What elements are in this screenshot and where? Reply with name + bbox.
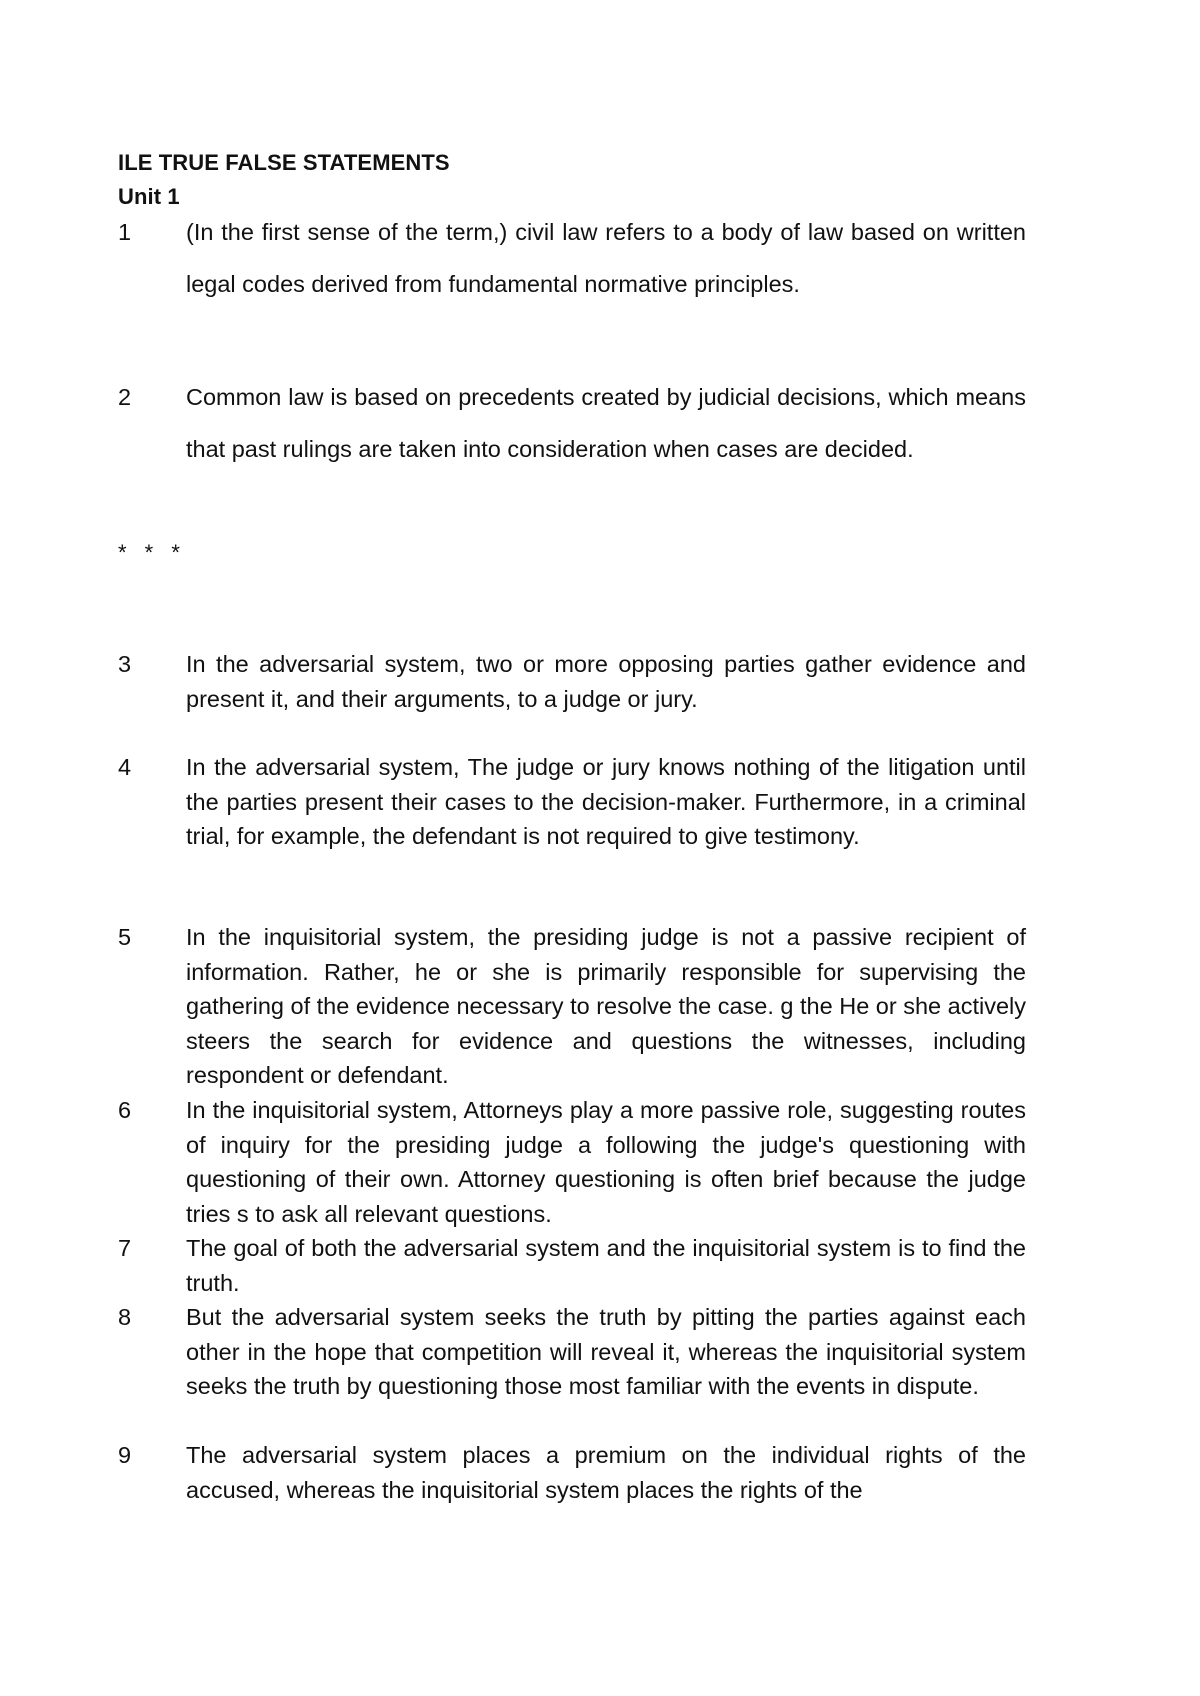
statement-number: 9 xyxy=(118,1442,132,1468)
statement-text: The adversarial system places a premium on the individual rights of the accused, whereas the inquisitorial system places the rights of the xyxy=(186,1442,1026,1503)
statement-item xyxy=(118,206,1026,310)
statement-text: The goal of both the adversarial system and the inquisitorial system is to find the truth. xyxy=(186,1235,1026,1296)
statement-text: (In the first sense of the term,) civil law refers to a body of law based on written legal codes derived from fundamental normative principles. xyxy=(186,219,1026,297)
statement-text: In the adversarial system, The judge or jury knows nothing of the litigation until the parties present their cases to the decision-maker. Furthermore, in a criminal trial, for example, the defendant is not required to give testimony. xyxy=(186,754,1026,849)
statement-item xyxy=(118,1300,1026,1404)
statement-item xyxy=(118,1231,1026,1300)
statement-number: 8 xyxy=(118,1304,132,1330)
statement-item xyxy=(118,371,1026,475)
statement-text: Common law is based on precedents created by judicial decisions, which means that past rulings are taken into consideration when cases are decided. xyxy=(186,384,1026,462)
unit-heading: Unit 1 xyxy=(118,184,180,209)
statement-text: In the adversarial system, two or more opposing parties gather evidence and present it, and their arguments, to a judge or jury. xyxy=(186,651,1026,712)
statement-number: 3 xyxy=(118,651,132,677)
statement-item xyxy=(118,647,1026,716)
statement-number: 2 xyxy=(118,384,132,410)
statement-number: 7 xyxy=(118,1235,132,1261)
statement-item xyxy=(118,750,1026,854)
section-separator: * * * xyxy=(118,540,186,565)
statement-number: 1 xyxy=(118,219,132,245)
statement-text: In the inquisitorial system, the presiding judge is not a passive recipient of information. Rather, he or she is primarily responsible for supervising the gathering of the evidence necessary to resolve the case. g the He or she actively steers the search for evidence and questions the witnesses, including respondent or defendant. xyxy=(186,924,1026,1088)
statement-text: In the inquisitorial system, Attorneys play a more passive role, suggesting routes of inquiry for the presiding judge a following the judge's questioning with questioning of their own. Attorney questioning is often brief because the judge tries s to ask all relevant questions. xyxy=(186,1097,1026,1227)
statement-text: But the adversarial system seeks the truth by pitting the parties against each other in the hope that competition will reveal it, whereas the inquisitorial system seeks the truth by questioning those most familiar with the events in dispute. xyxy=(186,1304,1026,1399)
statement-item xyxy=(118,920,1026,1093)
statement-number: 6 xyxy=(118,1097,132,1123)
document-title: ILE TRUE FALSE STATEMENTS xyxy=(118,150,450,175)
statement-number: 5 xyxy=(118,924,132,950)
statement-item xyxy=(118,1438,1026,1507)
statement-item xyxy=(118,1093,1026,1231)
statement-number: 4 xyxy=(118,754,132,780)
